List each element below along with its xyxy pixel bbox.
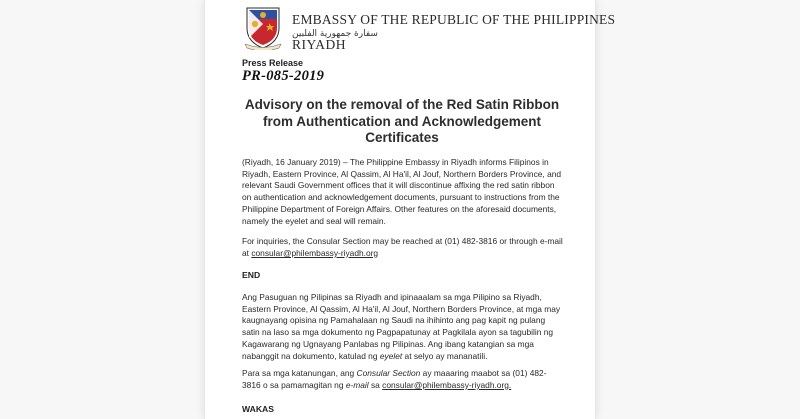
english-inquiry-paragraph	[242, 236, 564, 259]
end-label: END	[242, 270, 261, 280]
title-line-3: Certificates	[365, 130, 439, 145]
filipino-inquiry-paragraph	[242, 368, 564, 391]
title-line-2: from Authentication and Acknowledgement	[262, 113, 541, 129]
eyelet-word: eyelet	[379, 350, 403, 361]
title-line-1: Advisory on the removal of the Red Satin Ribbon	[244, 97, 560, 112]
filipino-email-link[interactable]: consular@philembassy-riyadh.org.	[382, 379, 512, 390]
email-link[interactable]: consular@philembassy-riyadh.org	[251, 247, 379, 258]
english-body-paragraph: (Riyadh, 16 January 2019) – The Philippine Embassy in Riyadh informs Filipinos in Riyadh, Eastern Province, Al Qassim, Al Ha'il, Al Jouf, Northern Borders Province, and relevant Saudi Government offices that it will discontinue affixing the red satin ribbon on authentication and acknowledgement documents, pursuant to instructions from the Philippine Department of Foreign Affairs. Other features on the aforesaid documents, namely the eyelet and seal will remain.	[242, 157, 562, 226]
filipino-inquiry-text: Para sa mga katanungan, ang	[242, 368, 355, 378]
english-inquiry-text: For inquiries, the Consular Section may be reached at (01) 482-3816 or through e-mail at	[242, 236, 563, 258]
embassy-city: RIYADH	[292, 37, 347, 52]
press-release-label: Press Release	[242, 58, 304, 68]
wakas-label: WAKAS	[242, 404, 274, 414]
advisory-title	[230, 97, 574, 147]
filipino-inquiry-text-3: sa	[370, 379, 380, 390]
filipino-body-text: Ang Pasuguan ng Pilipinas sa Riyadh and ipinaaalam sa mga Pilipino sa Riyadh, Eastern Province, Al Qassim, Al Ha'il, Al Jouf, Northern Borders Province, at mga may kaugnayang opisina ng Pamahalaan ng Saudi na ihihinto ang pag kapit ng pulang satin na laso sa mga dokumento ng Pagpapatunay at Pagkilala ayon sa tagubilin ng Kagawarang ng Ugnayang Panlabas ng Pilipinas. Ang ibang katangian sa mga nabanggit na dokumento, katulad ng	[242, 292, 561, 361]
filipino-body-text-end: at selyo ay mananatili.	[404, 350, 488, 361]
press-release-number: PR-085-2019	[242, 68, 325, 84]
filipino-inquiry-text-2: ay maaaring maabot sa (01) 482-3816 o sa pamamagitan ng	[242, 368, 547, 390]
embassy-name-arabic: سفارة جمهورية الفلبين	[292, 29, 378, 39]
consular-section-word: Consular Section	[356, 368, 421, 378]
email-word: e-mail	[345, 379, 369, 390]
filipino-body-paragraph	[242, 292, 564, 362]
embassy-seal-icon	[241, 4, 285, 50]
embassy-name: EMBASSY OF THE REPUBLIC OF THE PHILIPPINES	[292, 12, 616, 27]
